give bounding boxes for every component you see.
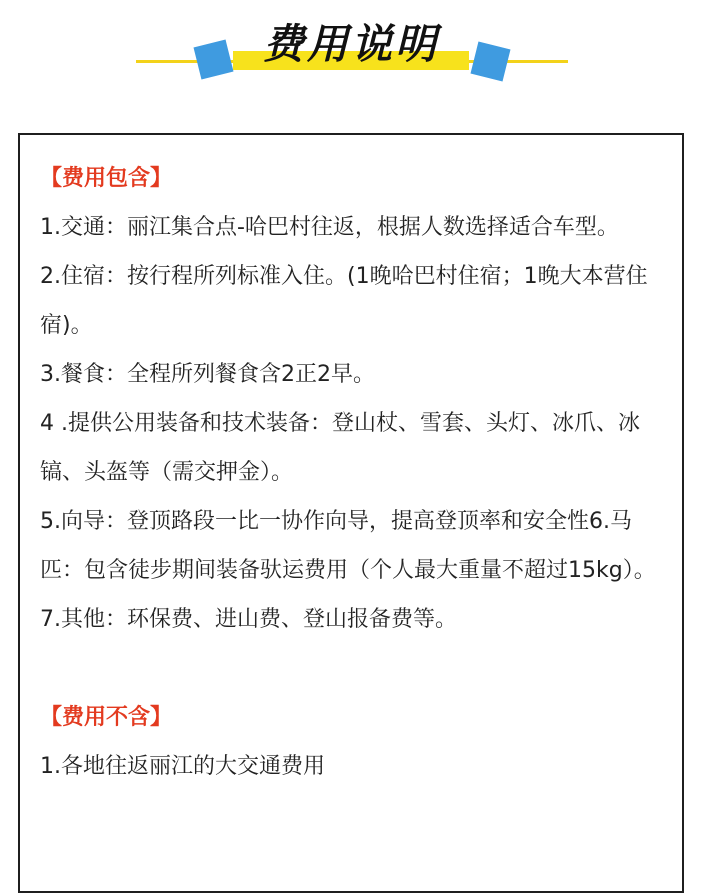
title-banner (0, 0, 702, 110)
included-item-guide-and-horse: 5.向导：登顶路段一比一协作向导，提高登顶率和安全性6.马匹：包含徒步期间装备驮运费用（个人最大重量不超过15kg）。 (40, 509, 656, 583)
included-item-other-fees: 7.其他：环保费、进山费、登山报备费等。 (40, 607, 457, 632)
included-item-accommodation: 2.住宿：按行程所列标准入住。(1晚哈巴村住宿；1晚大本营住宿)。 (40, 264, 648, 338)
section-spacer (40, 644, 664, 693)
excluded-item-transport: 1.各地往返丽江的大交通费用 (40, 754, 325, 779)
fee-description-content (40, 154, 664, 791)
excluded-section-title: 【费用不含】 (40, 705, 173, 730)
included-item-transport: 1.交通：丽江集合点-哈巴村往返，根据人数选择适合车型。 (40, 215, 619, 240)
included-item-equipment: 4 .提供公用装备和技术装备：登山杖、雪套、头灯、冰爪、冰镐、头盔等（需交押金）。 (40, 411, 640, 485)
included-item-meals: 3.餐食：全程所列餐食含2正2早。 (40, 362, 375, 387)
page-title: 费用说明 (263, 20, 439, 68)
fee-description-box (18, 133, 684, 893)
included-section-title: 【费用包含】 (40, 166, 173, 191)
